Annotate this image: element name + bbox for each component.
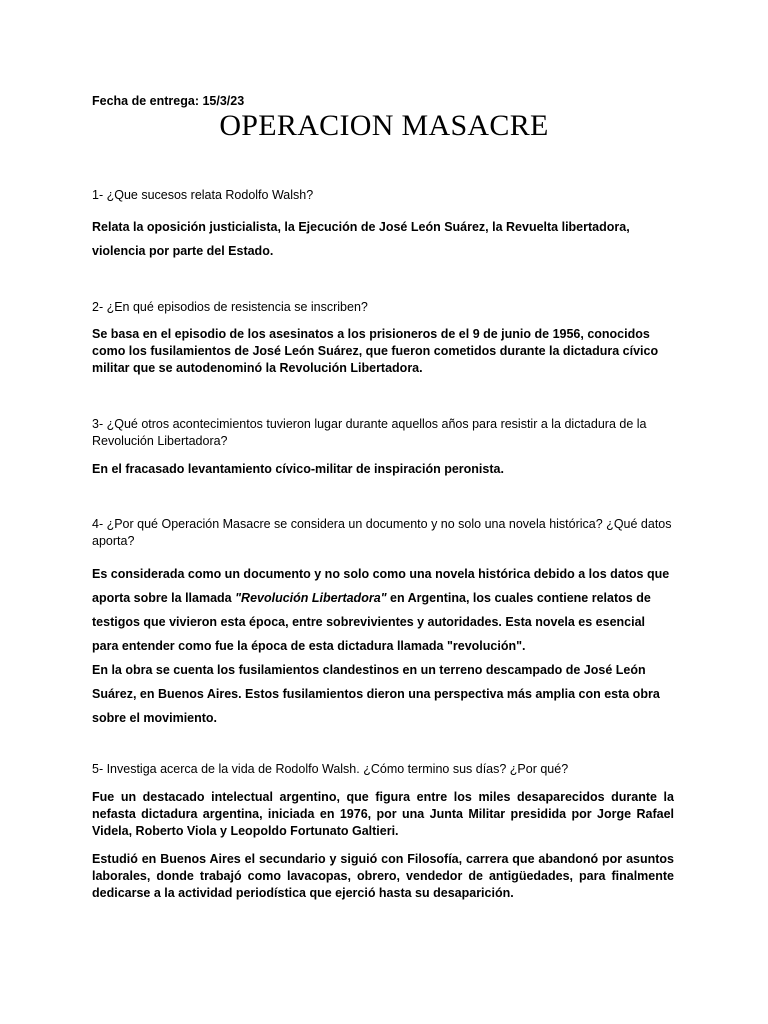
answer-4-paragraph-2: En la obra se cuenta los fusilamientos clandestinos en un terreno descampado de José León Suárez, en Buenos Aires. Estos fusilamientos dieron una perspectiva más amplia con esta obra sobre el movimiento.	[92, 663, 660, 725]
answer-4-text-start: Es considerada como un documento y no solo como una novela histórica debido a los datos que aporta sobre la llamada	[92, 567, 670, 605]
question-2: 2- ¿En qué episodios de resistencia se inscriben?	[92, 300, 368, 314]
question-4: 4- ¿Por qué Operación Masacre se considera un documento y no solo una novela histórica? ¿Qué datos aporta?	[92, 517, 672, 548]
answer-4-emphasis: "Revolución Libertadora"	[235, 591, 387, 605]
due-date: Fecha de entrega: 15/3/23	[92, 94, 245, 108]
answer-1: Relata la oposición justicialista, la Ejecución de José León Suárez, la Revuelta libertadora, violencia por parte del Estado.	[92, 220, 630, 258]
answer-5-paragraph-2: Estudió en Buenos Aires el secundario y siguió con Filosofía, carrera que abandonó por asuntos laborales, donde trabajó como lavacopas, obrero, vendedor de antigüedades, para finalmente dedicarse a la actividad periodística que ejerció hasta su desaparición.	[92, 852, 674, 900]
answer-3: En el fracasado levantamiento cívico-militar de inspiración peronista.	[92, 462, 504, 476]
answer-5: Fue un destacado intelectual argentino, que figura entre los miles desaparecidos durante la nefasta dictadura argentina, iniciada en 1976, por una Junta Militar presidida por Jorge Rafael Videla, Roberto Viola y Leopoldo Fortunato Galtieri.	[92, 790, 674, 838]
question-5: 5- Investiga acerca de la vida de Rodolfo Walsh. ¿Cómo termino sus días? ¿Por qué?	[92, 762, 569, 776]
answer-2: Se basa en el episodio de los asesinatos a los prisioneros de el 9 de junio de 1956, conocidos como los fusilamientos de José León Suárez, que fueron cometidos durante la dictadura cívico militar que se autodenominó la Revolución Libertadora.	[92, 327, 659, 375]
document-title: OPERACION MASACRE	[219, 109, 549, 142]
question-1: 1- ¿Que sucesos relata Rodolfo Walsh?	[92, 188, 314, 202]
question-3: 3- ¿Qué otros acontecimientos tuvieron lugar durante aquellos años para resistir a la dictadura de la Revolución Libertadora?	[92, 417, 647, 448]
answer-4	[92, 562, 674, 658]
answer-4-text-end: en Argentina, los cuales contiene relatos de testigos que vivieron esta época, entre sobrevivientes y autoridades. Esta novela es esencial para entender como fue la época de esta dictadura llamada "revolución".	[92, 591, 651, 653]
